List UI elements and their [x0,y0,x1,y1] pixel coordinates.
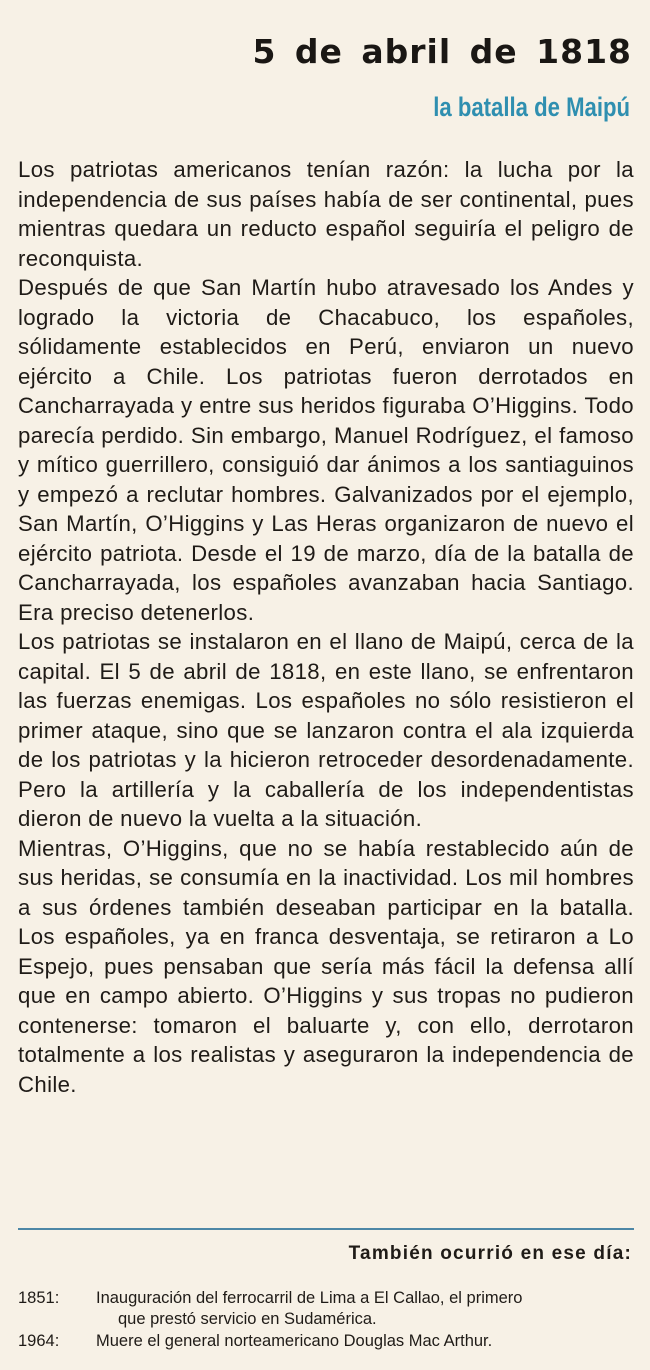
events-list [18,1288,638,1353]
paragraph: Los patriotas se instalaron en el llano de Maipú, cerca de la capital. El 5 de abril de 1818, en este llano, se enfrentaron las fuerzas enemigas. Los españoles no sólo resistieron el primer ataque, sino que se lanzaron contra el ala izquierda de los patriotas y la hicieron retroceder desordenadamente. Pero la artillería y la caballería de los independentistas dieron de nuevo la vuelta a la situación. [18,629,634,831]
event-text-line: Muere el general norteamericano Douglas Mac Arthur. [96,1332,493,1350]
event-year: 1851: [18,1289,60,1307]
paragraph: Mientras, O’Higgins, que no se había restablecido aún de sus heridas, se consumía en la inactividad. Los mil hombres a sus órdenes también deseaban participar en la batalla. Los españoles, ya en franca desventaja, se retiraron a Lo Espejo, pues pensaban que sería más fácil la defensa allí que en campo abierto. O’Higgins y sus tropas no pudieron contenerse: tomaron el baluarte y, con ello, derrotaron totalmente a los realistas y aseguraron la independencia de Chile. [18,835,634,1097]
paragraph: Después de que San Martín hubo atravesado los Andes y logrado la victoria de Chacabuco, los españoles, sólidamente establecidos en Perú, enviaron un nuevo ejército a Chile. Los patriotas fueron derrotados en Cancharrayada y entre sus heridos figuraba O’Higgins. Todo parecía perdido. Sin embargo, Manuel Rodríguez, el famoso y mítico guerrillero, consiguió dar ánimos a los santiaguinos y empezó a reclutar hombres. Galvanizados por el ejemplo, San Martín, O’Higgins y Las Heras organizaron de nuevo el ejército patriota. Desde el 19 de marzo, día de la batalla de Cancharrayada, los españoles avanzaban hacia Santiago. Era preciso detenerlos. [18,275,634,625]
event-year: 1964: [18,1332,60,1350]
event-text [96,1288,638,1330]
event-item [18,1288,638,1330]
article-body [18,155,634,1099]
paragraph: Los patriotas americanos tenían razón: la lucha por la independencia de sus países había de ser continental, pues mientras quedara un reducto español seguiría el peligro de reconquista. [18,157,634,271]
page-title: 5 de abril de 1818 [252,32,632,71]
event-text-line: que prestó servicio en Sudamérica. [118,1310,377,1328]
also-happened-heading: También ocurrió en ese día: [348,1243,632,1264]
page-subtitle: la batalla de Maipú [433,92,630,122]
event-text [96,1331,638,1352]
event-item [18,1331,638,1352]
section-divider [18,1228,634,1230]
event-text-line: Inauguración del ferrocarril de Lima a El Callao, el primero [96,1289,523,1307]
